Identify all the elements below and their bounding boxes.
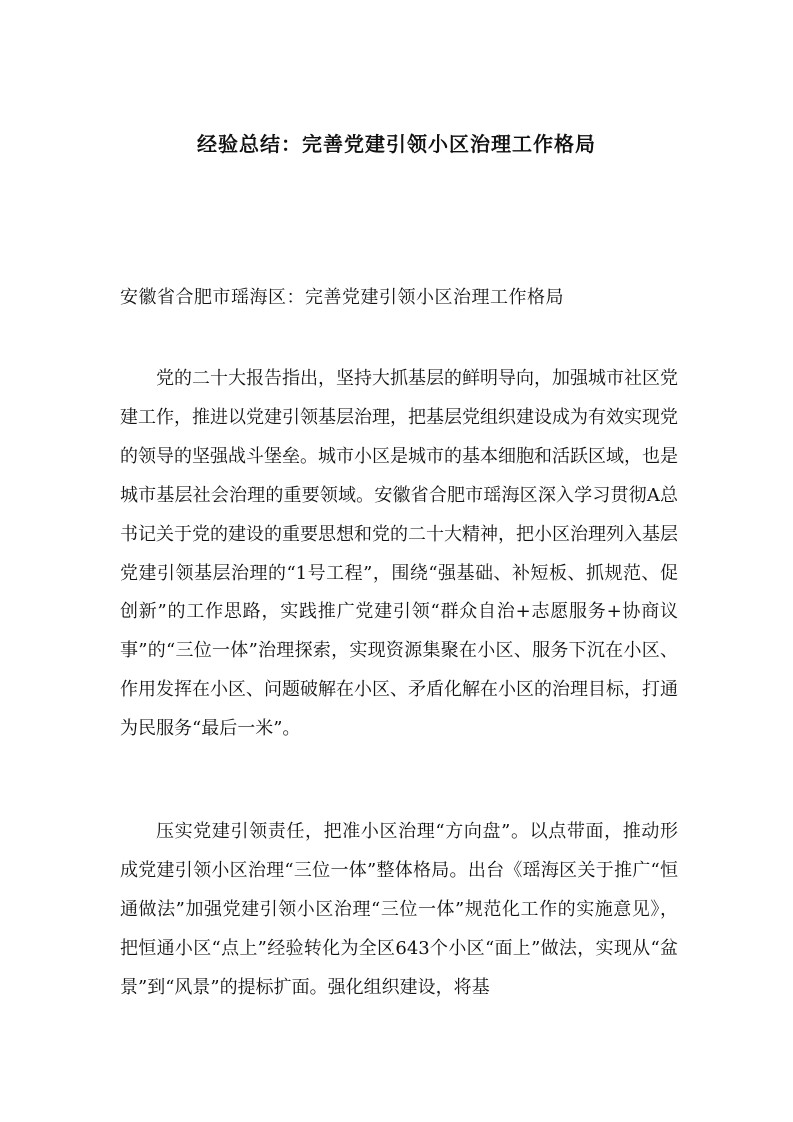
- document-subtitle: 安徽省合肥市瑶海区：完善党建引领小区治理工作格局: [120, 287, 564, 308]
- body-paragraph-2: 压实党建引领责任，把准小区治理“方向盘”。以点带面，推动形成党建引领小区治理“三位一体”整体格局。出台《瑶海区关于推广“恒通做法”加强党建引领小区治理“三位一体”规范化工作的实施意见》，把恒通小区“点上”经验转化为全区643个小区“面上”做法，实现从“盆景”到“风景”的提标扩面。强化组织建设，将基: [120, 821, 678, 998]
- document-title: 经验总结：完善党建引领小区治理工作格局: [197, 132, 596, 156]
- body-paragraph-1: 党的二十大报告指出，坚持大抓基层的鲜明导向，加强城市社区党建工作，推进以党建引领基层治理，把基层党组织建设成为有效实现党的领导的坚强战斗堡垒。城市小区是城市的基本细胞和活跃区域，也是城市基层社会治理的重要领域。安徽省合肥市瑶海区深入学习贯彻A总书记关于党的建设的重要思想和党的二十大精神，把小区治理列入基层党建引领基层治理的“1号工程”，围绕“强基础、补短板、抓规范、促创新”的工作思路，实践推广党建引领“群众自治+志愿服务+协商议事”的“三位一体”治理探索，实现资源集聚在小区、服务下沉在小区、作用发挥在小区、问题破解在小区、矛盾化解在小区的治理目标，打通为民服务“最后一米”。: [120, 368, 678, 740]
